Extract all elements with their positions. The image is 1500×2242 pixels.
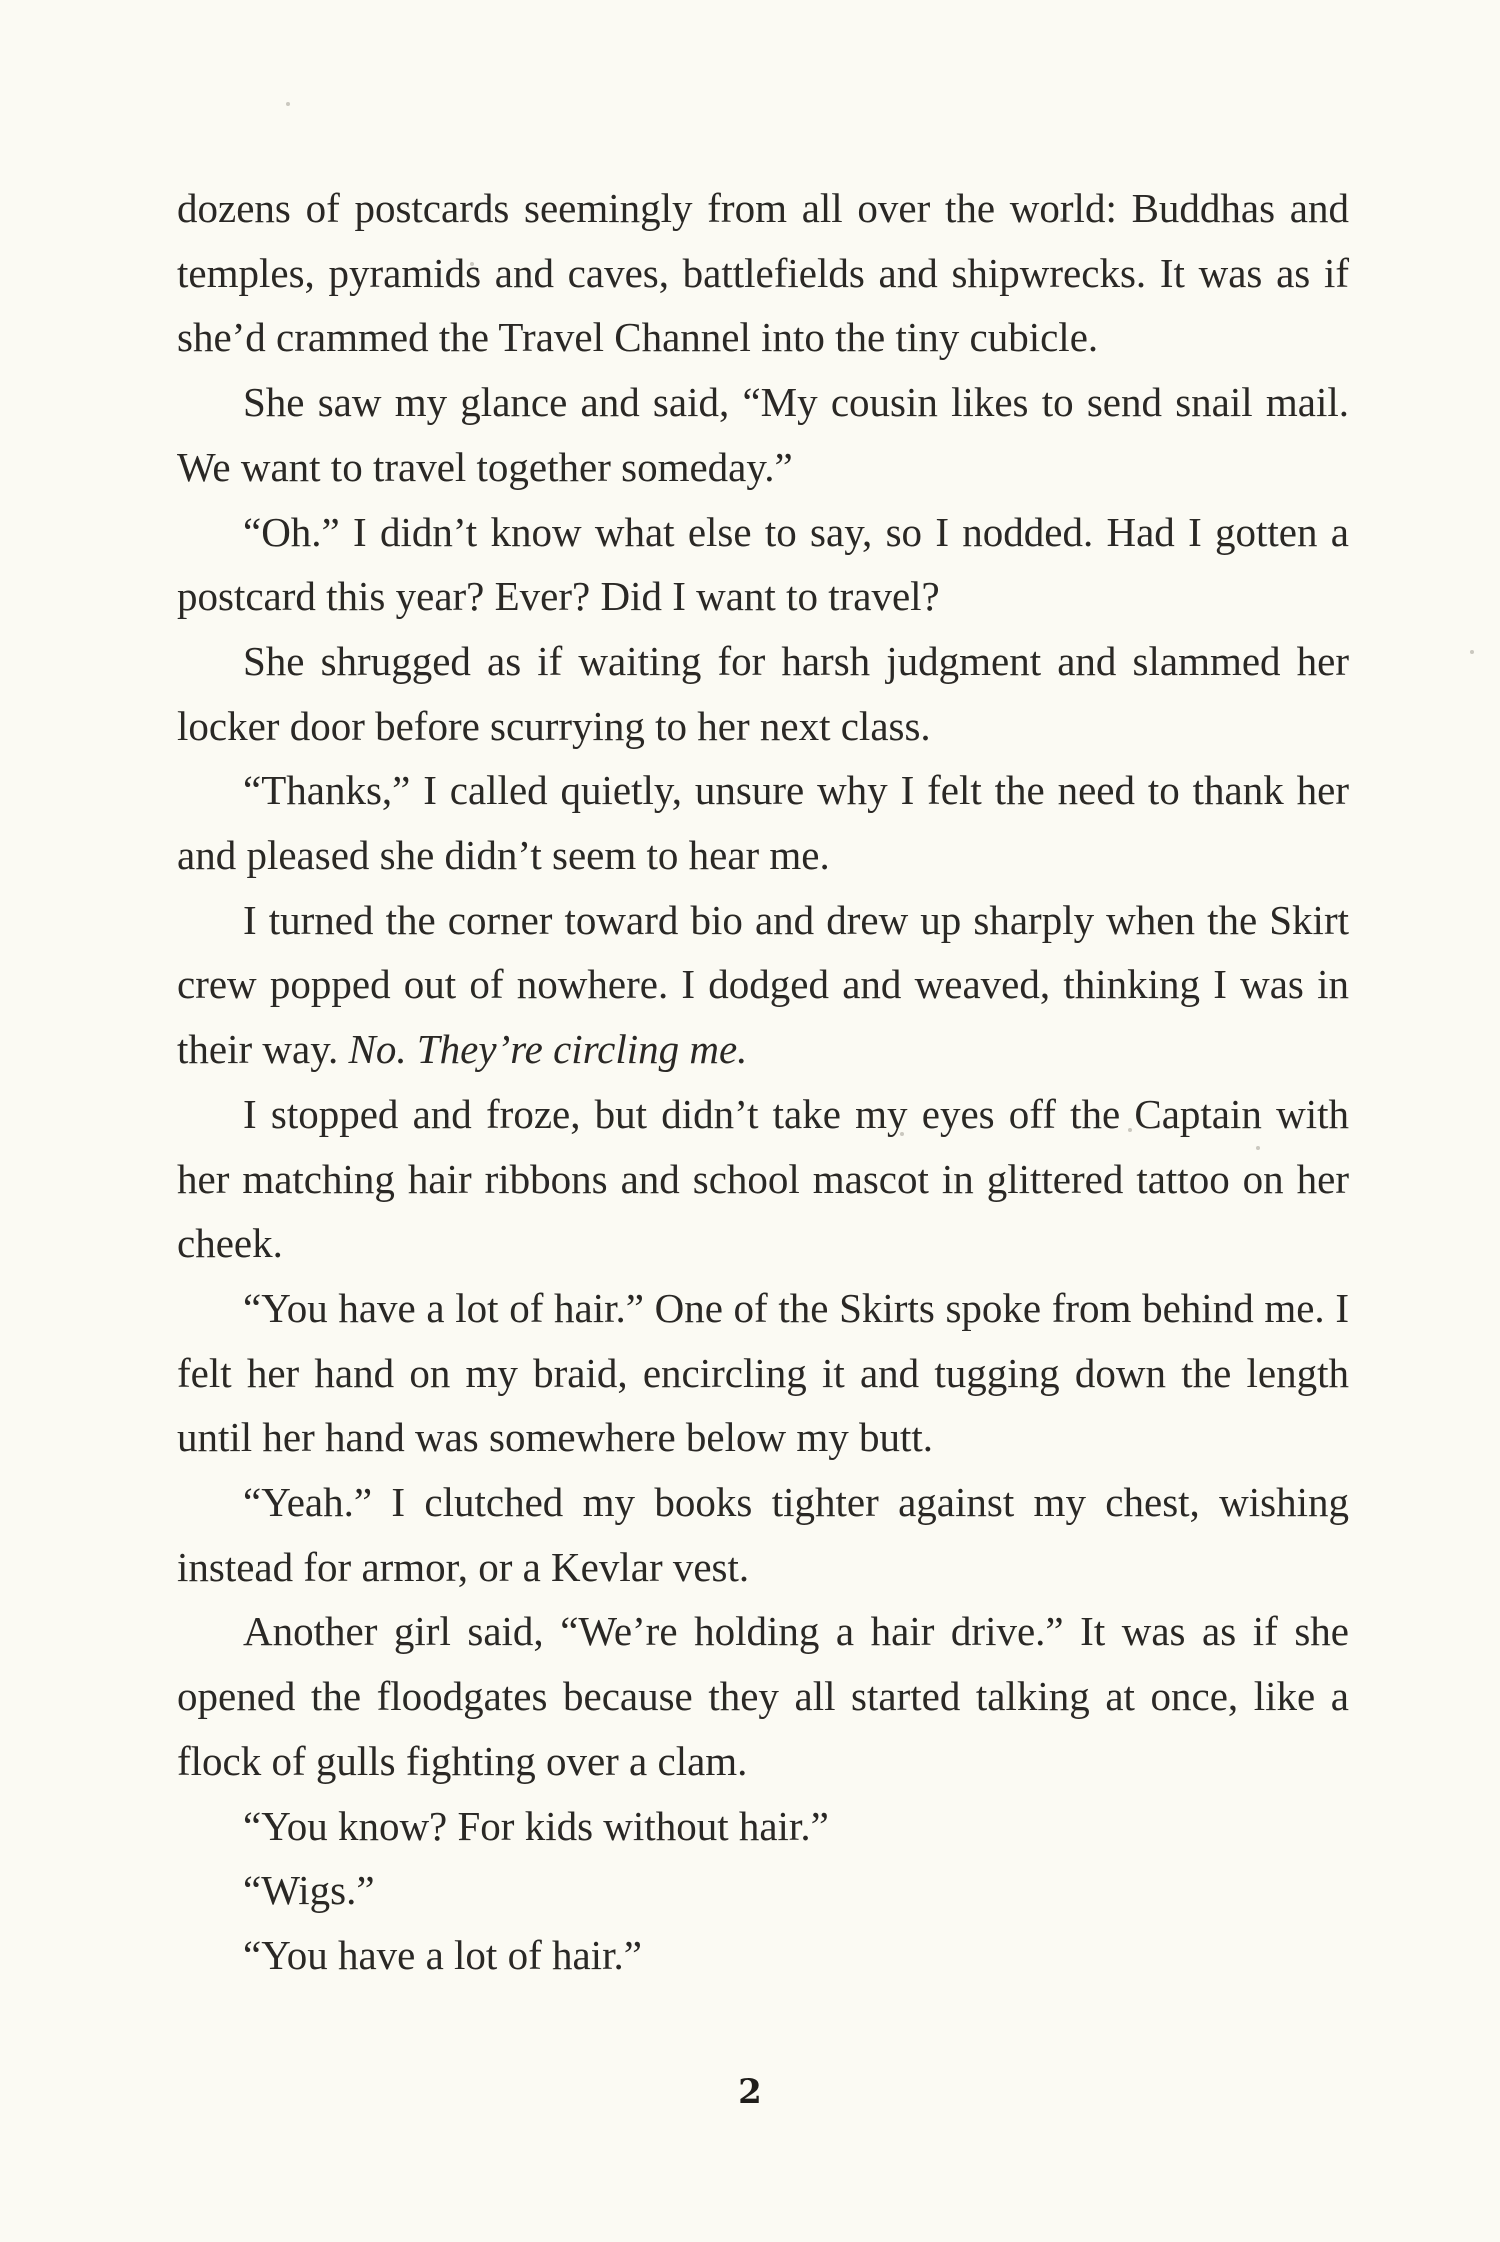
paragraph: “Oh.” I didn’t know what else to say, so I nodded. Had I gotten a postcard this year? Ever? Did I want to travel?	[177, 508, 1349, 620]
paper-speck	[1470, 650, 1474, 654]
paragraph: “Yeah.” I clutched my books tighter against my chest, wishing instead for armor, or a Kevlar vest.	[177, 1479, 1349, 1590]
italic-thought: No. They’re circling me.	[348, 1026, 748, 1073]
page-number: 2	[738, 2072, 762, 2112]
paragraph: “You have a lot of hair.” One of the Skirts spoke from behind me. I felt her hand on my braid, encircling it and tugging down the length until her hand was somewhere below my butt.	[177, 1284, 1349, 1461]
paragraph: “You know? For kids without hair.”	[243, 1802, 829, 1849]
paragraph: dozens of postcards seemingly from all over the world: Buddhas and temples, pyramids and caves, battlefields and shipwrecks. It was as if she’d crammed the Travel Channel into the tiny cubicle.	[177, 185, 1349, 361]
paragraph: She shrugged as if waiting for harsh judgment and slammed her locker door before scurrying to her next class.	[177, 637, 1349, 749]
paragraph: “Thanks,” I called quietly, unsure why I felt the need to thank her and pleased she didn’t seem to hear me.	[177, 767, 1349, 879]
paragraph	[177, 888, 1349, 1082]
paragraph: “You have a lot of hair.”	[243, 1931, 642, 1978]
paragraph-text: I turned the corner toward bio and drew up sharply when the Skirt crew popped out of nowhere. I dodged and weaved, thinking I was in their way.	[177, 896, 1349, 1073]
paragraph: Another girl said, “We’re holding a hair drive.” It was as if she opened the floodgates because they all started talking at once, like a flock of gulls fighting over a clam.	[177, 1608, 1349, 1784]
paper-speck	[286, 102, 290, 106]
body-text	[177, 176, 1349, 1988]
paragraph: I stopped and froze, but didn’t take my eyes off the Captain with her matching hair ribbons and school mascot in glittered tattoo on her cheek.	[177, 1090, 1349, 1267]
paragraph: “Wigs.”	[243, 1867, 375, 1914]
paragraph: She saw my glance and said, “My cousin likes to send snail mail. We want to travel together someday.”	[177, 379, 1349, 490]
